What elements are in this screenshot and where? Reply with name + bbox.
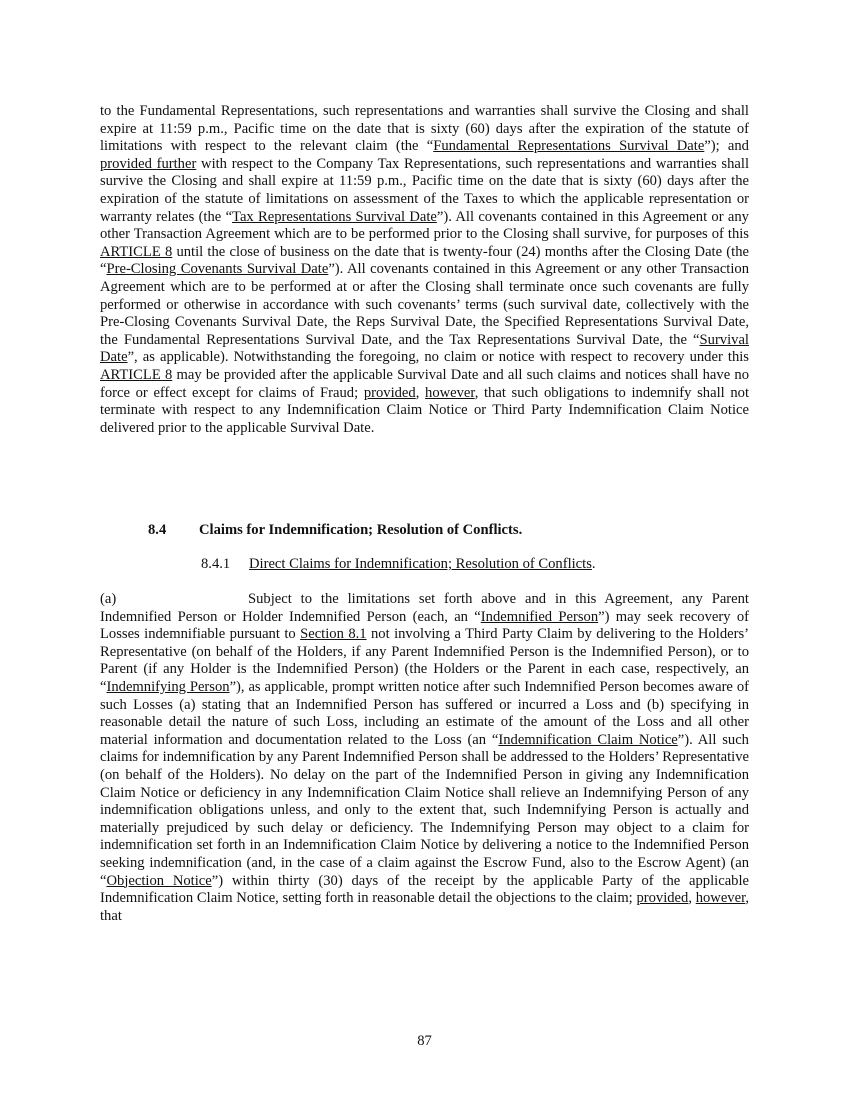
paragraph-indent xyxy=(100,591,248,609)
subsection-heading xyxy=(201,556,596,574)
text-run: Subject to the limitations set forth above and in this Agreement, any Parent Indemnified Person or Holder Indemnified Person (each, an “ xyxy=(100,591,749,625)
survival-paragraph xyxy=(100,103,749,437)
defined-term-fundamental-representations-survival-date: Fundamental Representations Survival Date xyxy=(433,138,705,155)
defined-term-objection-notice: Objection Notice xyxy=(106,872,212,889)
section-number: 8.4 xyxy=(148,522,167,538)
defined-term-survival-date: Survival Date xyxy=(100,331,749,366)
paragraph-marker: (a) xyxy=(100,591,117,607)
text-run: ”) within thirty (30) days of the receipt by the applicable Party of the applicable Indemnification Claim Notice, setting forth in reasonable detail the objections to the claim; xyxy=(100,872,749,907)
subsection-title-period: . xyxy=(591,556,596,572)
text-run: until the close of business on the date that is twenty-four (24) months after the Closing Date (the “ xyxy=(100,243,749,278)
text-run: ”). All covenants contained in this Agreement or any other Transaction Agreement which are to be performed at or after the Closing shall terminate once such covenants are fully performed or otherwise in accordance with such covenants’ terms (such survival date, collectively with the Pre-Closing Covenants Survival Date, the Reps Survival Date, the Specified Representations Survival Date, the Fundamental Representations Survival Date, and the Tax Representations Survival Date, the “ xyxy=(100,261,749,348)
section-title-period: . xyxy=(518,522,523,538)
however-term: however xyxy=(425,384,475,401)
defined-term-indemnification-claim-notice: Indemnification Claim Notice xyxy=(498,731,678,748)
section-heading xyxy=(148,522,522,540)
provided-term: provided xyxy=(636,890,689,907)
text-run: , xyxy=(415,384,426,401)
text-run: ”) may seek recovery of Losses indemnifiable pursuant to xyxy=(100,608,750,643)
subsection-title: Direct Claims for Indemnification; Resolution of Conflicts xyxy=(249,556,592,572)
text-run: , that such obligations to indemnify shall not terminate with respect to any Indemnification Claim Notice or Third Party Indemnification Claim Notice delivered prior to the applicable Survival Date. xyxy=(100,384,749,436)
provided-further-term: provided further xyxy=(100,155,197,172)
article-8-reference: ARTICLE 8 xyxy=(100,366,173,383)
text-run: with respect to the Company Tax Representations, such representations and warranties shall survive the Closing and shall expire at 11:59 p.m., Pacific time on the date that is sixty (60) days after the expiration of the statute of limitations on assessment of the Taxes to which the applicable representation or warranty relates (the “ xyxy=(100,155,749,225)
text-run: may be provided after the applicable Survival Date and all such claims and notices shall have no force or effect except for claims of Fraud; xyxy=(100,366,749,401)
page-number: 87 xyxy=(417,1033,432,1049)
article-8-reference: ARTICLE 8 xyxy=(100,243,173,260)
text-run: to the Fundamental Representations, such representations and warranties shall survive the Closing and shall expire at 11:59 p.m., Pacific time on the date that is sixty (60) days after the expiration of the statute of limitations with respect to the relevant claim (the “ xyxy=(100,103,749,155)
section-title: Claims for Indemnification; Resolution of Conflicts xyxy=(199,522,519,538)
text-run: not involving a Third Party Claim by delivering to the Holders’ Representative (on behalf of the Holders, if any Parent Indemnified Person is the Indemnified Person), or to Parent (if any Holder is the Indemnified Person) (the Holders or the Parent in each case, respectively, an “ xyxy=(100,626,749,695)
however-term: however xyxy=(695,890,746,907)
defined-term-indemnified-person: Indemnified Person xyxy=(480,608,599,625)
text-run: , that xyxy=(100,890,750,924)
text-run: , xyxy=(688,890,696,907)
direct-claims-paragraph xyxy=(100,591,749,925)
section-8-1-reference: Section 8.1 xyxy=(300,626,367,643)
defined-term-tax-representations-survival-date: Tax Representations Survival Date xyxy=(232,208,437,225)
text-run: ”). All covenants contained in this Agreement or any other Transaction Agreement which are to be performed prior to the Closing shall survive, for purposes of this xyxy=(100,208,749,243)
text-run: ”); and xyxy=(704,138,749,155)
provided-term: provided xyxy=(363,384,416,401)
text-run: ”). All such claims for indemnification by any Parent Indemnified Person shall be addressed to the Holders’ Representative (on behalf of the Holders). No delay on the part of the Indemnified Person in giving any Indemnification Claim Notice or deficiency in any Indemnification Claim Notice shall relieve an Indemnifying Person of any indemnification obligations unless, and only to the extent that, such Indemnifying Person is actually and materially prejudiced by such delay or deficiency. The Indemnifying Person may object to a claim for indemnification set forth in an Indemnification Claim Notice by delivering a notice to the Indemnified Person seeking indemnification (and, in the case of a claim against the Escrow Fund, also to the Escrow Agent) (an “ xyxy=(100,731,749,889)
subsection-number: 8.4.1 xyxy=(201,556,231,572)
text-run: ”), as applicable, prompt written notice after such Indemnified Person becomes aware of such Losses (a) stating that an Indemnified Person has suffered or incurred a Loss and (b) specifying in reasonable detail the nature of such Loss, including an estimate of the amount of the Loss and all other material information and documentation related to the Loss (an “ xyxy=(100,678,749,748)
defined-term-pre-closing-covenants-survival-date: Pre-Closing Covenants Survival Date xyxy=(106,261,329,278)
text-run: ”, as applicable). Notwithstanding the foregoing, no claim or notice with respect to recovery under this xyxy=(127,349,749,366)
defined-term-indemnifying-person: Indemnifying Person xyxy=(106,678,230,695)
